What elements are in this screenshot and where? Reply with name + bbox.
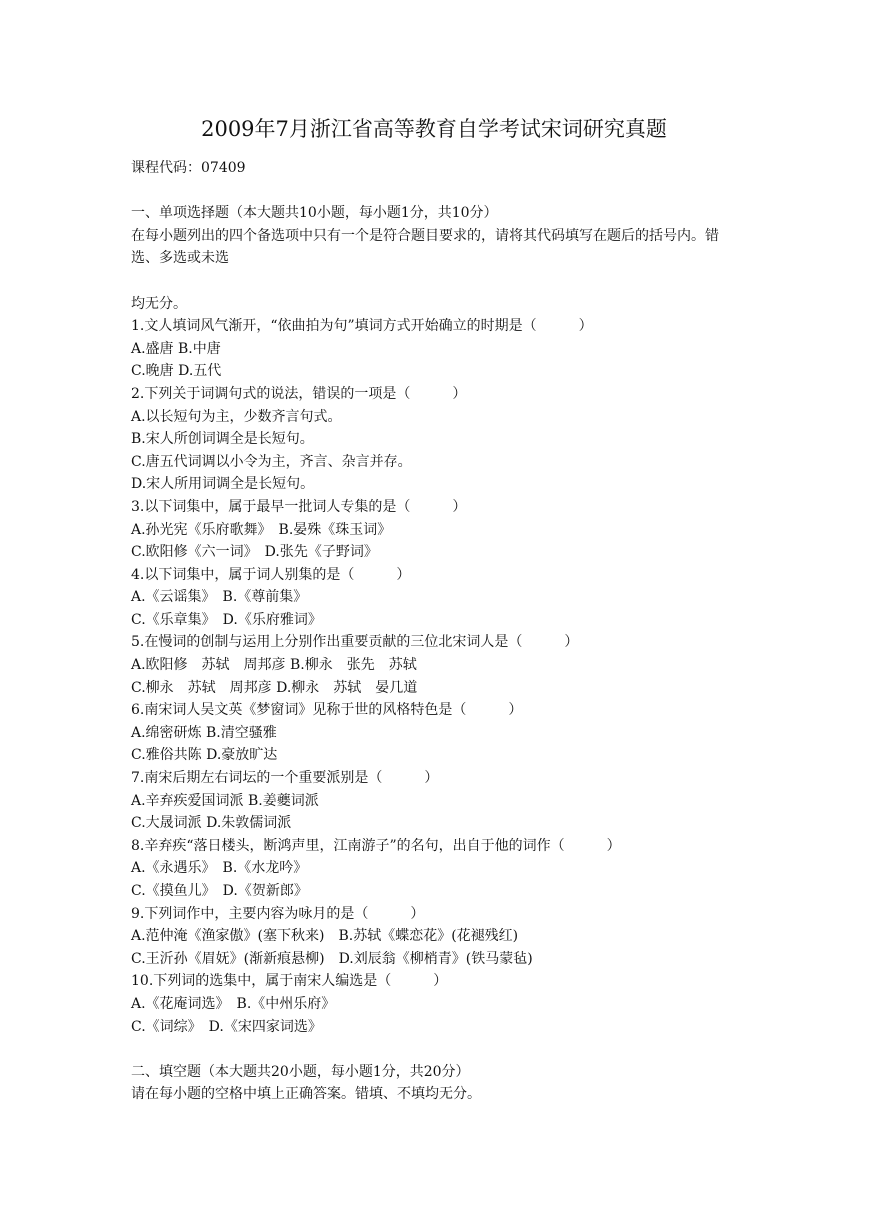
question-options: B.宋人所创词调全是长短句。 <box>131 431 314 448</box>
section2-heading: 二、填空题（本大题共20小题，每小题1分，共20分） <box>131 1063 470 1080</box>
question-options: C.柳永 苏轼 周邦彦 D.柳永 苏轼 晏几道 <box>131 679 418 696</box>
question-options: C.雅俗共陈 D.豪放旷达 <box>131 747 278 764</box>
question-stem: 4.以下词集中，属于词人别集的是（ ） <box>131 566 411 583</box>
spacer <box>131 180 771 203</box>
question-stem: 1.文人填词风气渐开，“依曲拍为句”填词方式开始确立的时期是（ ） <box>131 318 593 335</box>
question-stem: 10.下列词的选集中，属于南宋人编选是（ ） <box>131 973 448 990</box>
spacer <box>131 1038 771 1061</box>
question-options: D.宋人所用词调全是长短句。 <box>131 476 315 493</box>
section1-instruction: 在每小题列出的四个备选项中只有一个是符合题目要求的，请将其代码填写在题后的括号内。错选、多选或未选 <box>131 227 719 267</box>
question-options: C.《词综》 D.《宋四家词选》 <box>131 1018 322 1035</box>
question-options: A.绵密研炼 B.清空骚雅 <box>131 724 277 741</box>
exam-page <box>131 113 771 1106</box>
question-stem: 2.下列关于词调句式的说法，错误的一项是（ ） <box>131 385 467 402</box>
question-options: A.孙光宪《乐府歌舞》 B.晏殊《珠玉词》 <box>131 521 392 538</box>
question-options: A.《云谣集》 B.《尊前集》 <box>131 589 308 606</box>
page-title: 2009年7月浙江省高等教育自学考试宋词研究真题 <box>201 117 667 141</box>
question-options: A.盛唐 B.中唐 <box>131 340 221 357</box>
question-stem: 3.以下词集中，属于最早一批词人专集的是（ ） <box>131 498 467 515</box>
question-options: C.唐五代词调以小令为主，齐言、杂言并存。 <box>131 453 412 470</box>
question-stem: 8.辛弃疾“落日楼头，断鸿声里，江南游子”的名句，出自于他的词作（ ） <box>131 837 621 854</box>
question-stem: 5.在慢词的创制与运用上分别作出重要贡献的三位北宋词人是（ ） <box>131 634 579 651</box>
question-options: C.王沂孙《眉妩》(渐新痕悬柳) D.刘辰翁《柳梢青》(铁马蒙毡) <box>131 950 533 967</box>
section2-instruction: 请在每小题的空格中填上正确答案。错填、不填均无分。 <box>131 1086 481 1103</box>
question-stem: 6.南宋词人吴文英《梦窗词》见称于世的风格特色是（ ） <box>131 702 523 719</box>
question-options: A.以长短句为主，少数齐言句式。 <box>131 408 342 425</box>
section1-instruction-tail: 均无分。 <box>131 295 187 312</box>
course-code: 课程代码：07409 <box>131 160 246 176</box>
question-options: C.《摸鱼儿》 D.《贺新郎》 <box>131 883 308 899</box>
question-list <box>131 315 771 1038</box>
question-options: A.欧阳修 苏轼 周邦彦 B.柳永 张先 苏轼 <box>131 657 417 674</box>
question-options: C.大晟词派 D.朱敦儒词派 <box>131 815 292 832</box>
question-options: A.范仲淹《渔家傲》(塞下秋来) B.苏轼《蝶恋花》(花褪残红) <box>131 928 519 945</box>
question-options: A.《花庵词选》 B.《中州乐府》 <box>131 995 336 1012</box>
question-options: A.辛弃疾爱国词派 B.姜夔词派 <box>131 792 319 809</box>
question-options: C.《乐章集》 D.《乐府雅词》 <box>131 611 322 628</box>
question-stem: 7.南宋后期左右词坛的一个重要派别是（ ） <box>131 770 439 787</box>
spacer <box>131 270 771 293</box>
question-stem: 9.下列词作中，主要内容为咏月的是（ ） <box>131 905 425 922</box>
question-options: C.欧阳修《六一词》 D.张先《子野词》 <box>131 544 378 561</box>
question-options: A.《永遇乐》 B.《水龙吟》 <box>131 860 308 877</box>
section1-heading: 一、单项选择题（本大题共10小题，每小题1分，共10分） <box>131 205 498 222</box>
question-options: C.晚唐 D.五代 <box>131 363 222 380</box>
